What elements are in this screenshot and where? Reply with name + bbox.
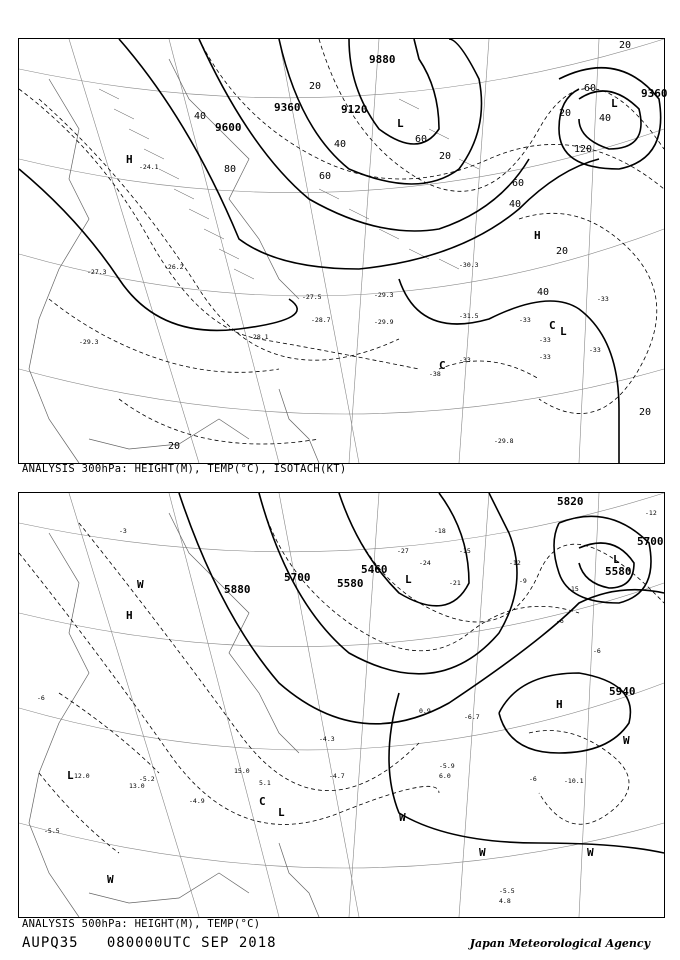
temp-label: -33 — [459, 356, 471, 364]
high-center: H — [126, 609, 133, 622]
temp-label: -24.1 — [139, 163, 159, 171]
warm-center: W — [107, 873, 114, 886]
temperature-labels — [37, 509, 657, 905]
temp-label: -33 — [539, 336, 551, 344]
temp-label: -18 — [434, 527, 446, 535]
map-500hpa — [18, 492, 665, 918]
height-label: 5880 — [224, 583, 251, 596]
low-center: L — [67, 769, 74, 782]
temp-label: 12.0 — [74, 772, 90, 780]
isotach-label: 40 — [599, 113, 612, 124]
temp-label: -6.7 — [464, 713, 480, 721]
temp-label: -33 — [519, 316, 531, 324]
height-label: 5940 — [609, 685, 636, 698]
isotach-label: 20 — [168, 441, 181, 452]
agency-name: Japan Meteorological Agency — [469, 937, 650, 950]
temp-label: -5.5 — [44, 827, 60, 835]
isotach-label: 20 — [439, 151, 452, 162]
caption-500hpa: ANALYSIS 500hPa: HEIGHT(M), TEMP(°C) — [22, 918, 261, 930]
height-label: 9120 — [341, 103, 368, 116]
pressure-centers — [67, 553, 630, 886]
height-label: 5820 — [557, 495, 584, 508]
cold-center: C — [259, 795, 266, 808]
temp-label: -28.1 — [249, 333, 269, 341]
temp-label: -33 — [597, 295, 609, 303]
temp-label: -5.5 — [499, 887, 515, 895]
chart-code: AUPQ35 080000UTC SEP 2018 — [22, 935, 277, 951]
isotach-label: 120 — [574, 144, 593, 155]
temp-label: -38 — [429, 370, 441, 378]
low-center: L — [278, 806, 285, 819]
coastline — [29, 513, 319, 917]
temp-label: -26.2 — [164, 263, 184, 271]
map-300hpa-canvas — [19, 39, 668, 463]
height-label: 5700 — [637, 535, 664, 548]
temp-label: -31.5 — [459, 312, 479, 320]
temp-label: -33 — [539, 353, 551, 361]
isotach-label: 60 — [512, 178, 525, 189]
warm-center: W — [137, 578, 144, 591]
isotach-label: 60 — [584, 83, 597, 94]
isotach-label: 60 — [319, 171, 332, 182]
temp-label: -29.8 — [494, 437, 514, 445]
low-center: L — [397, 117, 404, 130]
warm-center: W — [587, 846, 594, 859]
low-center: L — [611, 97, 618, 110]
high-center: H — [556, 698, 563, 711]
temp-label: -29.9 — [374, 318, 394, 326]
temp-label: -30.3 — [459, 261, 479, 269]
isotach-label: 60 — [415, 134, 428, 145]
warm-center: W — [623, 734, 630, 747]
temp-label: 0.9 — [419, 707, 431, 715]
temp-label: -3 — [119, 527, 127, 535]
cold-center: C — [549, 319, 556, 332]
temp-label: -4.9 — [189, 797, 205, 805]
high-center: H — [534, 229, 541, 242]
temp-label: -5.2 — [139, 775, 155, 783]
temp-label: 15.0 — [234, 767, 250, 775]
temp-label: -6 — [529, 775, 537, 783]
isotach-label: 20 — [619, 40, 632, 51]
temp-label: -9 — [519, 577, 527, 585]
temp-label: -4.3 — [319, 735, 335, 743]
isotach-label: 40 — [537, 287, 550, 298]
temp-label: -10.1 — [564, 777, 584, 785]
height-label: 9360 — [641, 87, 668, 100]
temp-label: -6 — [556, 617, 564, 625]
temp-label: 6.0 — [439, 772, 451, 780]
temp-label: -12 — [509, 559, 521, 567]
temp-label: -33 — [589, 346, 601, 354]
temp-label: -15 — [567, 585, 579, 593]
temp-label: -15 — [459, 547, 471, 555]
temp-label: -6 — [593, 647, 601, 655]
temp-label: -4.7 — [329, 772, 345, 780]
map-500hpa-canvas — [19, 493, 664, 917]
isotach-label: 80 — [224, 164, 237, 175]
temp-label: -27.3 — [87, 268, 107, 276]
isotach-label: 20 — [556, 246, 569, 257]
map-300hpa — [18, 38, 668, 464]
low-center: L — [405, 573, 412, 586]
height-label: 5460 — [361, 563, 388, 576]
temp-label: -27.5 — [302, 293, 322, 301]
isotach-label: 40 — [194, 111, 207, 122]
warm-center: W — [479, 846, 486, 859]
temp-label: -12 — [645, 509, 657, 517]
height-label: 5580 — [605, 565, 632, 578]
low-center: L — [613, 553, 620, 566]
isotach-label: 40 — [334, 139, 347, 150]
isotach-label: 20 — [639, 407, 652, 418]
temp-label: -29.3 — [79, 338, 99, 346]
caption-300hpa: ANALYSIS 300hPa: HEIGHT(M), TEMP(°C), ISOTACH(KT) — [22, 463, 347, 475]
height-label: 9600 — [215, 121, 242, 134]
temp-label: -24 — [419, 559, 431, 567]
warm-center: W — [399, 811, 406, 824]
graticule — [19, 493, 664, 917]
temp-label: 4.8 — [499, 897, 511, 905]
high-center: H — [126, 153, 133, 166]
temp-label: -5.9 — [439, 762, 455, 770]
low-center: L — [560, 325, 567, 338]
temp-label: 5.1 — [259, 779, 271, 787]
temp-label: -28.7 — [311, 316, 331, 324]
temp-label: -29.3 — [374, 291, 394, 299]
temp-label: -21 — [449, 579, 461, 587]
isotach-label: 40 — [509, 199, 522, 210]
isotach-label: 20 — [559, 108, 572, 119]
height-label: 9360 — [274, 101, 301, 114]
height-label: 5580 — [337, 577, 364, 590]
temp-label: -6 — [37, 694, 45, 702]
temp-label: -27 — [397, 547, 409, 555]
height-label: 5700 — [284, 571, 311, 584]
temp-label: 13.0 — [129, 782, 145, 790]
cold-center: C — [439, 359, 446, 372]
isotach-label: 20 — [309, 81, 322, 92]
height-label: 9880 — [369, 53, 396, 66]
